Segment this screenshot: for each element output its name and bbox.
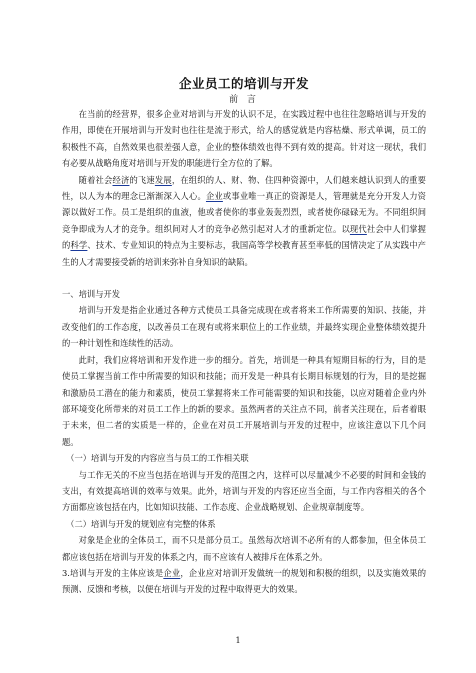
link-enterprise[interactable]: 企业 [205,191,223,202]
subsection-heading-content: （一）培训与开发的内容应当与员工的工作相关联 [66,453,249,464]
text-fragment: 社会中人们掌握的 [62,223,426,251]
link-economy[interactable]: 经济 [112,174,130,185]
text-fragment: ，在组织的人、财、物、住四种资源中，人们越来越认识到人的重要性，以人为本的理念已渐渐深入人心。 [62,174,426,202]
paragraph-subject [62,565,426,598]
paragraph-distinction: 此时，我们应将培训和开发作进一步的细分。首先，培训是一种具有短期目标的行为，目的是使员工掌握当前工作中所需要的知识和技能；而开发是一种具有长期目标规划的行为，目的是挖掘和激励员工潜在的能力和素质，使员工掌握将来工作可能需要的知识和技能，以应对随着企业内外部环境变化所带来的对员工工作上的新的要求。虽然两者的关注点不同，前者关注现在，后者着眼于未来，但二者的实质是一样的，企业在对员工开展培训与开发的过程中，应该注意以下几个问题。 [62,354,426,447]
page-number: 1 [235,636,241,645]
link-science[interactable]: 科学 [70,240,88,251]
text-fragment: 的飞速 [129,174,155,185]
text-fragment: 3.培训与开发的主体应该是 [62,567,164,578]
paragraph-content: 与工作无关的不应当包括在培训与开发的范围之内，这样可以尽量减少不必要的时间和金钱的支出，有效提高培训的效率与效果。此外，培训与开发的内容还应当全面，与工作内容相关的各个方面都应该包括在内，比如知识技能、工作态度、企业战略规划、企业规章制度等。 [62,469,426,513]
paragraph-definition: 培训与开发是指企业通过各种方式使员工具备完成现在或者将来工作所需要的知识、技能，并改变他们的工作态度，以改善员工在现有或将来职位上的工作业绩，并最终实现企业整体绩效提升的一种计划性和连续性的活动。 [62,305,426,349]
link-enterprise-2[interactable]: 企业 [163,567,181,578]
text-fragment: 随着社会 [78,174,113,185]
section-heading-training: 一、培训与开发 [62,289,121,300]
document-title: 企业员工的培训与开发 [178,76,309,91]
paragraph-intro: 在当前的经营界，很多企业对培训与开发的认识不足，在实践过程中也往往忽略培训与开发的作用，即使在开展培训与开发时也往往是流于形式，给人的感觉就是内容枯燥、形式单调，员工的积极性不高，自然效果也很差强人意，企业的整体绩效也得不到有效的提高。针对这一现状，我们有必要从战略角度对培训与开发的职能进行全方位的了解。 [62,109,426,169]
text-fragment: 、技术、专业知识的特点为主要标志，我国高等学校教育甚至率低的国情决定了从实践中产生的人才需要接受新的培训来弥补自身知识的缺陷。 [62,240,426,267]
paragraph-spacer [62,270,426,286]
paragraph-system: 对象是企业的全体员工，而不只是部分员工。虽然每次培训不必所有的人都参加，但全体员工都应该包括在培训与开发的体系之内，而不应该有人被排斥在体系之外。 [62,535,426,562]
link-development[interactable]: 发展 [154,174,172,185]
paragraph-background [62,172,426,270]
text-fragment: 或事业唯一真正的资源是人，管理就是充分开发人力资源以做好工作。员工是组织的血液，他或者使你的事业轰轰烈烈，或者使你碌碌无为。不同组织间竞争即成为人才的竞争。组织间对人才的竞争必然引起对人才的重新定位。以 [62,191,426,234]
subsection-heading-system: （二）培训与开发的规划应有完整的体系 [66,518,216,529]
preface-heading: 前 言 [229,95,259,105]
link-modern[interactable]: 现代 [349,223,367,234]
text-fragment: ，企业应对培训开发做统一的规划和积极的组织，以及实施效果的预测、反馈和考核，以便在培训与开发的过程中取得更大的效果。 [62,567,426,595]
